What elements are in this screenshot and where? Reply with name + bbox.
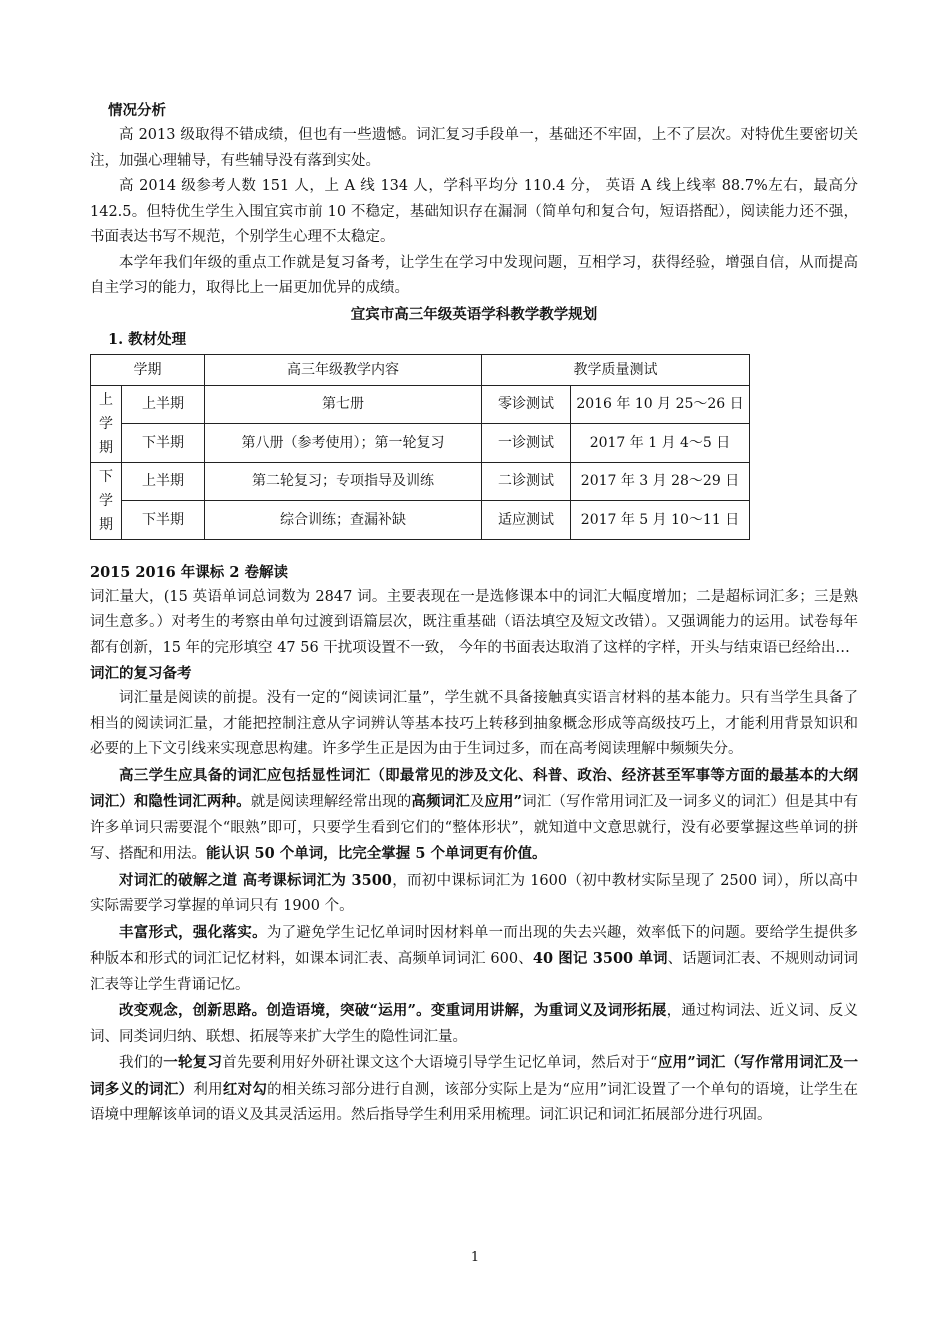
text: 及: [469, 794, 485, 810]
bold-text: 红对勾: [222, 1080, 268, 1098]
paragraph: 词汇量是阅读的前提。没有一定的“阅读词汇量”，学生就不具备接触真实语言材料的基本能力。只有当学生具备了相当的阅读词汇量，才能把控制注意从字词辨认等基本技巧上转移到抽象概念形成等高级技巧上，才能利用背景知识和必要的上下文引线来实现意思构建。许多学生正是因为由于生词过多，而在高考阅读理解中频频失分。: [90, 690, 858, 757]
date-cell: 2016 年 10 月 25～26 日: [571, 385, 750, 424]
table-row: [91, 424, 750, 463]
test-cell: 一诊测试: [482, 424, 571, 463]
test-cell: 二诊测试: [482, 462, 571, 501]
table-row: [91, 501, 750, 540]
table-header-term: 学期: [91, 354, 205, 385]
text: 就是阅读理解经常出现的: [250, 794, 412, 810]
test-cell: 零诊测试: [482, 385, 571, 424]
paragraph: 本学年我们年级的重点工作就是复习备考，让学生在学习中发现问题，互相学习，获得经验，增强自信，从而提高自主学习的能力，取得比上一届更加优异的成绩。: [90, 254, 858, 296]
paragraph: 高 2013 级取得不错成绩，但也有一些遗憾。词汇复习手段单一，基础还不牢固，上不了层次。对特优生要密切关注，加强心理辅导，有些辅导没有落到实处。: [90, 127, 858, 169]
text: 为了避免学生记忆单词时因材料单一而出现的失去兴趣，效率低下的问题。要给学生提供多种版本和形式的词汇记忆材料，如课本词汇表、高频单词词汇 600、: [90, 924, 858, 967]
text: 我们的: [119, 1055, 164, 1071]
content-cell: 第二轮复习；专项指导及训练: [205, 462, 482, 501]
table-header-test: 教学质量测试: [482, 354, 750, 385]
bold-text: 丰富形式，强化落实。: [119, 923, 267, 941]
semester-cell: 下学期: [91, 462, 122, 539]
paragraph: 词汇量大，(15 英语单词总词数为 2847 词。主要表现在一是选修课本中的词汇大幅度增加；二是超标词汇多；三是熟词生意多。）对考生的考察由单句过渡到语篇层次，既注重基础（语法填空及短文改错）。又强调能力的运用。试卷每年都有创新，15 年的完形填空 47 56 干扰项设置不一致， 今年的书面表达取消了这样的字样，开头与结束语已经给出…: [90, 588, 858, 656]
text: 的相关练习部分进行自测，该部分实际上是为“应用”词汇设置了一个单句的语境，让学生在语境中理解该单词的语义及其灵活运用。然后指导学生利用采用梳理。词汇识记和词汇拓展部分进行巩固。: [90, 1081, 859, 1123]
date-cell: 2017 年 3 月 28～29 日: [571, 462, 750, 501]
text: ，通过构词法、近义词、反义词、同类词归纳、联想、拓展等来扩大学生的隐性词汇量。: [90, 1003, 858, 1045]
section-heading-situation: 情况分析: [108, 102, 166, 119]
plan-title: 宜宾市高三年级英语学科教学教学规划: [350, 305, 598, 323]
half-cell: 上半期: [122, 462, 205, 501]
bold-text: 对词汇的破解之道 高考课标词汇为 3500: [119, 871, 392, 889]
section-heading-textbook: 1. 教材处理: [108, 330, 187, 348]
document-page: [90, 98, 858, 1129]
paragraph: [90, 1050, 858, 1129]
content-cell: 综合训练；查漏补缺: [205, 501, 482, 540]
bold-text: 高三学生应具备的词汇应包括显性词汇（即最常见的涉及文化、科普、政治、经济甚至军事等方面的最基本的大纲词汇）和隐性词汇两种。: [90, 766, 858, 810]
text: 、话题词汇表、不规则动词词汇表等让学生背诵记忆。: [90, 951, 858, 993]
text: ，而初中课标词汇为 1600（初中教材实际呈现了 2500 词），所以高中实际需要学习掌握的单词只有 1900 个。: [90, 872, 859, 914]
paragraph: 高 2014 级参考人数 151 人，上 A 线 134 人，学科平均分 110.4 分， 英语 A 线上线率 88.7%左右，最高分 142.5。但特优生学生入围宜宾市前 10 不稳定，基础知识存在漏洞（简单句和复合句，短语搭配），阅读能力还不强，书面表达书写不规范，个别学生心理不太稳定。: [90, 178, 858, 245]
bold-text: 高频词汇: [411, 793, 470, 810]
content-cell: 第八册（参考使用）；第一轮复习: [205, 424, 482, 463]
table-row: [91, 462, 750, 501]
paragraph: [90, 998, 858, 1050]
half-cell: 上半期: [122, 385, 205, 424]
table-header-row: [91, 354, 750, 385]
paragraph: [90, 763, 858, 868]
semester-cell: 上学期: [91, 385, 122, 462]
bold-text: 40 图记 3500 单词: [532, 950, 668, 967]
text: 词汇（写作常用词汇及一词多义的词汇）但是其中有许多单词只需要混个“眼熟”即可，只要学生看到它们的“整体形状”，就知道中文意思就行，没有必要掌握这些单词的拼写、搭配和用法。: [90, 794, 859, 862]
content-cell: 第七册: [205, 385, 482, 424]
bold-text: 能认识 50 个单词，比完全掌握 5 个单词更有价值。: [206, 845, 547, 862]
page-number: 1: [470, 1250, 480, 1265]
bold-text: 一轮复习: [163, 1054, 223, 1071]
table-header-content: 高三年级教学内容: [205, 354, 482, 385]
test-cell: 适应测试: [482, 501, 571, 540]
bold-text: 应用”词汇（写作常用词汇及一词多义的词汇）: [90, 1054, 858, 1098]
teaching-plan-table: [90, 354, 750, 540]
paragraph: [90, 920, 858, 999]
paragraph: [90, 868, 858, 920]
half-cell: 下半期: [122, 501, 205, 540]
text: 利用: [193, 1081, 223, 1098]
section-heading-exam-analysis: 2015 2016 年课标 2 卷解读: [90, 563, 288, 581]
table-row: [91, 385, 750, 424]
date-cell: 2017 年 1 月 4～5 日: [571, 424, 750, 463]
date-cell: 2017 年 5 月 10～11 日: [571, 501, 750, 540]
bold-text: 改变观念，创新思路。创造语境，突破“运用”。变重词用讲解，为重词义及词形拓展: [119, 1002, 667, 1019]
text: 首先要利用好外研社课文这个大语境引导学生记忆单词，然后对于“: [222, 1055, 658, 1071]
bold-text: 应用”: [484, 793, 523, 810]
section-heading-vocabulary: 词汇的复习备考: [90, 665, 192, 682]
half-cell: 下半期: [122, 424, 205, 463]
